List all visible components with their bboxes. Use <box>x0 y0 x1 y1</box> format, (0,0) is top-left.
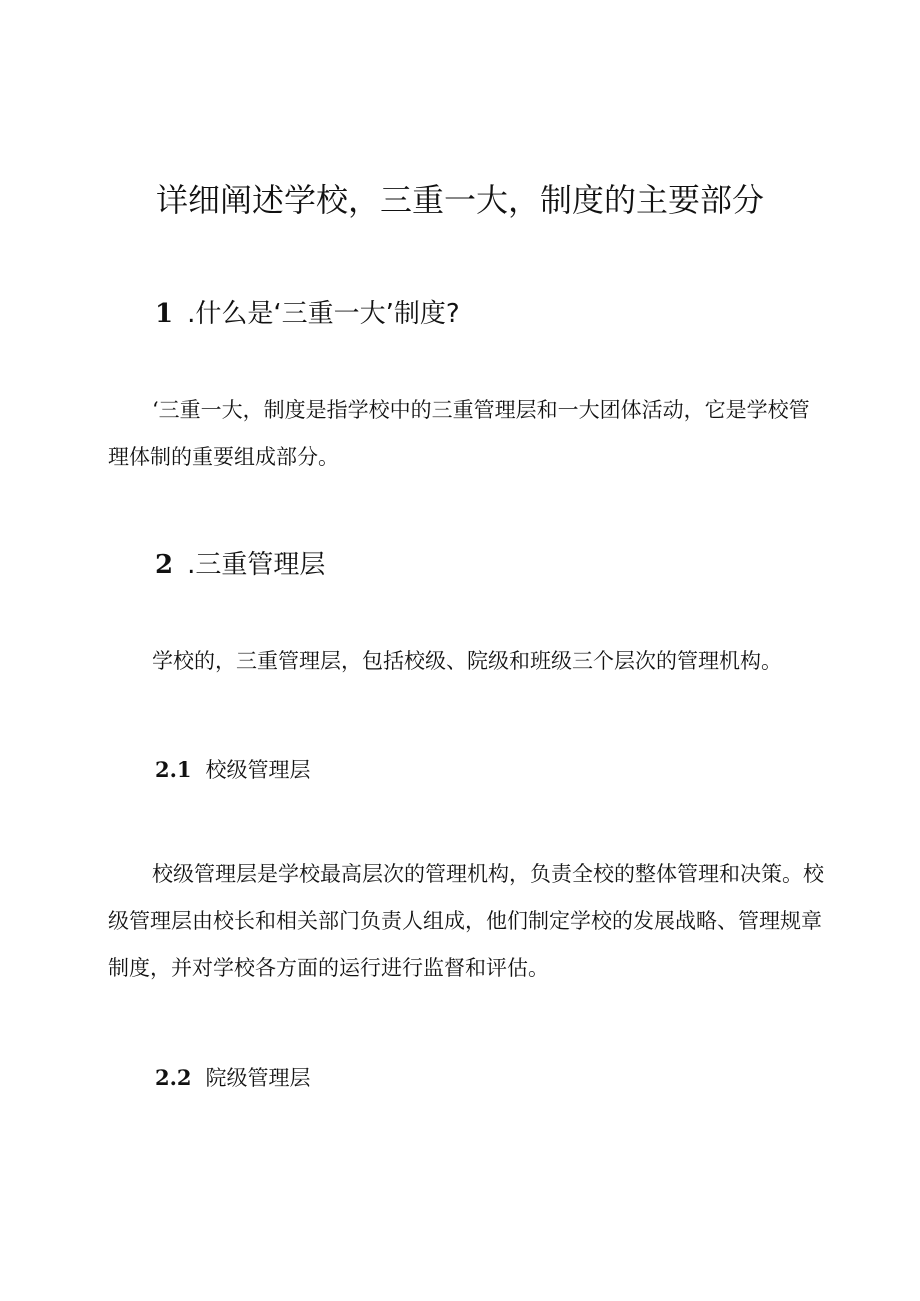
subsection-2-1-paragraph: 校级管理层是学校最高层次的管理机构，负责全校的整体管理和决策。校级管理层由校长和相关部门负责人组成，他们制定学校的发展战略、管理规章制度，并对学校各方面的运行进行监督和评估。 <box>108 862 824 980</box>
section-1-paragraph: ‘三重一大，制度是指学校中的三重管理层和一大团体活动，它是学校管理体制的重要组成部分。 <box>108 398 810 469</box>
subsection-number: 2.1 <box>155 757 192 782</box>
section-title: .三重管理层 <box>187 550 326 580</box>
section-title: .什么是‘三重一大’制度? <box>187 299 460 329</box>
subsection-number: 2.2 <box>155 1065 192 1090</box>
section-heading-2 <box>155 547 325 583</box>
subsection-title: 校级管理层 <box>205 758 311 782</box>
section-2-paragraph: 学校的，三重管理层，包括校级、院级和班级三个层次的管理机构。 <box>152 649 782 673</box>
section-number: 1 <box>155 299 174 329</box>
subsection-heading-2-1 <box>155 755 311 785</box>
subsection-title: 院级管理层 <box>205 1066 311 1090</box>
section-heading-1 <box>155 296 460 332</box>
document-title: 详细阐述学校，三重一大，制度的主要部分 <box>155 181 764 219</box>
subsection-heading-2-2 <box>155 1063 311 1093</box>
section-number: 2 <box>155 550 174 580</box>
